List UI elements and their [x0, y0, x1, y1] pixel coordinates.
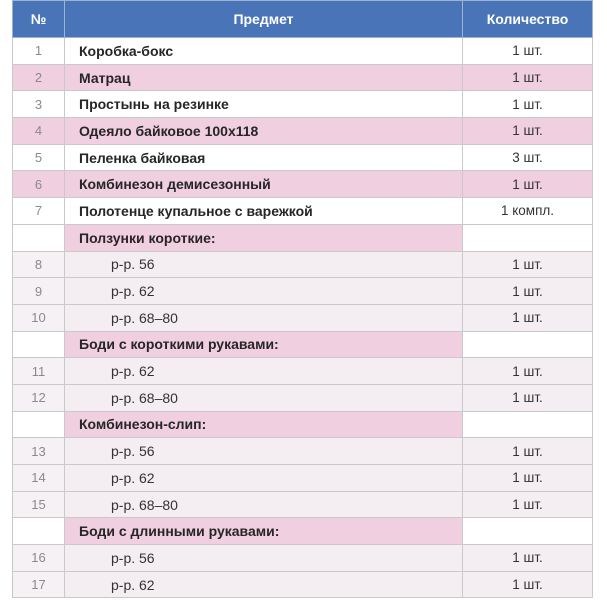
row-item: Одеяло байковое 100x118 [65, 118, 463, 145]
table-row [13, 571, 593, 598]
header-number: № [13, 1, 65, 38]
row-quantity: 1 шт. [463, 251, 593, 278]
group-title: Боди с длинными рукавами: [65, 518, 463, 545]
row-number: 11 [13, 358, 65, 385]
row-quantity: 1 шт. [463, 465, 593, 492]
row-number: 7 [13, 198, 65, 225]
table-row [13, 64, 593, 91]
row-quantity: 1 компл. [463, 198, 593, 225]
row-item: р-р. 68–80 [65, 491, 463, 518]
row-number: 8 [13, 251, 65, 278]
table-row [13, 91, 593, 118]
row-quantity [463, 411, 593, 438]
row-number: 12 [13, 384, 65, 411]
row-quantity: 1 шт. [463, 358, 593, 385]
table-header-row [13, 1, 593, 38]
row-number [13, 411, 65, 438]
row-number [13, 224, 65, 251]
table-row [13, 118, 593, 145]
row-item: р-р. 62 [65, 278, 463, 305]
row-quantity: 1 шт. [463, 118, 593, 145]
table-row [13, 438, 593, 465]
row-item: Матрац [65, 64, 463, 91]
row-item: Коробка-бокс [65, 38, 463, 65]
row-quantity: 1 шт. [463, 438, 593, 465]
group-header-row [13, 411, 593, 438]
header-quantity: Количество [463, 1, 593, 38]
row-quantity: 1 шт. [463, 64, 593, 91]
row-number: 5 [13, 144, 65, 171]
row-number: 3 [13, 91, 65, 118]
row-quantity: 1 шт. [463, 171, 593, 198]
row-item: р-р. 62 [65, 571, 463, 598]
row-number: 13 [13, 438, 65, 465]
row-quantity: 3 шт. [463, 144, 593, 171]
table-row [13, 198, 593, 225]
row-item: Пеленка байковая [65, 144, 463, 171]
row-number [13, 331, 65, 358]
group-title: Ползунки короткие: [65, 224, 463, 251]
group-header-row [13, 224, 593, 251]
table-row [13, 38, 593, 65]
row-number: 9 [13, 278, 65, 305]
row-quantity [463, 224, 593, 251]
row-item: р-р. 62 [65, 358, 463, 385]
row-quantity [463, 518, 593, 545]
row-number: 1 [13, 38, 65, 65]
items-table-container [12, 0, 592, 598]
row-quantity: 1 шт. [463, 278, 593, 305]
row-number: 14 [13, 465, 65, 492]
group-title: Комбинезон-слип: [65, 411, 463, 438]
row-quantity: 1 шт. [463, 304, 593, 331]
row-quantity: 1 шт. [463, 571, 593, 598]
group-title: Боди с короткими рукавами: [65, 331, 463, 358]
group-header-row [13, 331, 593, 358]
group-header-row [13, 518, 593, 545]
row-quantity [463, 331, 593, 358]
row-quantity: 1 шт. [463, 384, 593, 411]
row-quantity: 1 шт. [463, 545, 593, 572]
row-item: Простынь на резинке [65, 91, 463, 118]
table-row [13, 384, 593, 411]
row-quantity: 1 шт. [463, 38, 593, 65]
row-number [13, 518, 65, 545]
row-item: р-р. 62 [65, 465, 463, 492]
row-quantity: 1 шт. [463, 491, 593, 518]
row-number: 15 [13, 491, 65, 518]
row-item: р-р. 56 [65, 545, 463, 572]
table-row [13, 491, 593, 518]
row-item: р-р. 56 [65, 251, 463, 278]
table-row [13, 304, 593, 331]
row-item: р-р. 68–80 [65, 304, 463, 331]
table-row [13, 171, 593, 198]
table-row [13, 358, 593, 385]
row-number: 16 [13, 545, 65, 572]
row-item: р-р. 68–80 [65, 384, 463, 411]
table-row [13, 465, 593, 492]
row-quantity: 1 шт. [463, 91, 593, 118]
table-row [13, 278, 593, 305]
items-table [12, 0, 593, 598]
table-row [13, 545, 593, 572]
row-number: 17 [13, 571, 65, 598]
row-item: р-р. 56 [65, 438, 463, 465]
header-item: Предмет [65, 1, 463, 38]
row-number: 6 [13, 171, 65, 198]
row-item: Полотенце купальное с варежкой [65, 198, 463, 225]
table-row [13, 251, 593, 278]
table-row [13, 144, 593, 171]
row-number: 4 [13, 118, 65, 145]
row-number: 10 [13, 304, 65, 331]
row-number: 2 [13, 64, 65, 91]
row-item: Комбинезон демисезонный [65, 171, 463, 198]
